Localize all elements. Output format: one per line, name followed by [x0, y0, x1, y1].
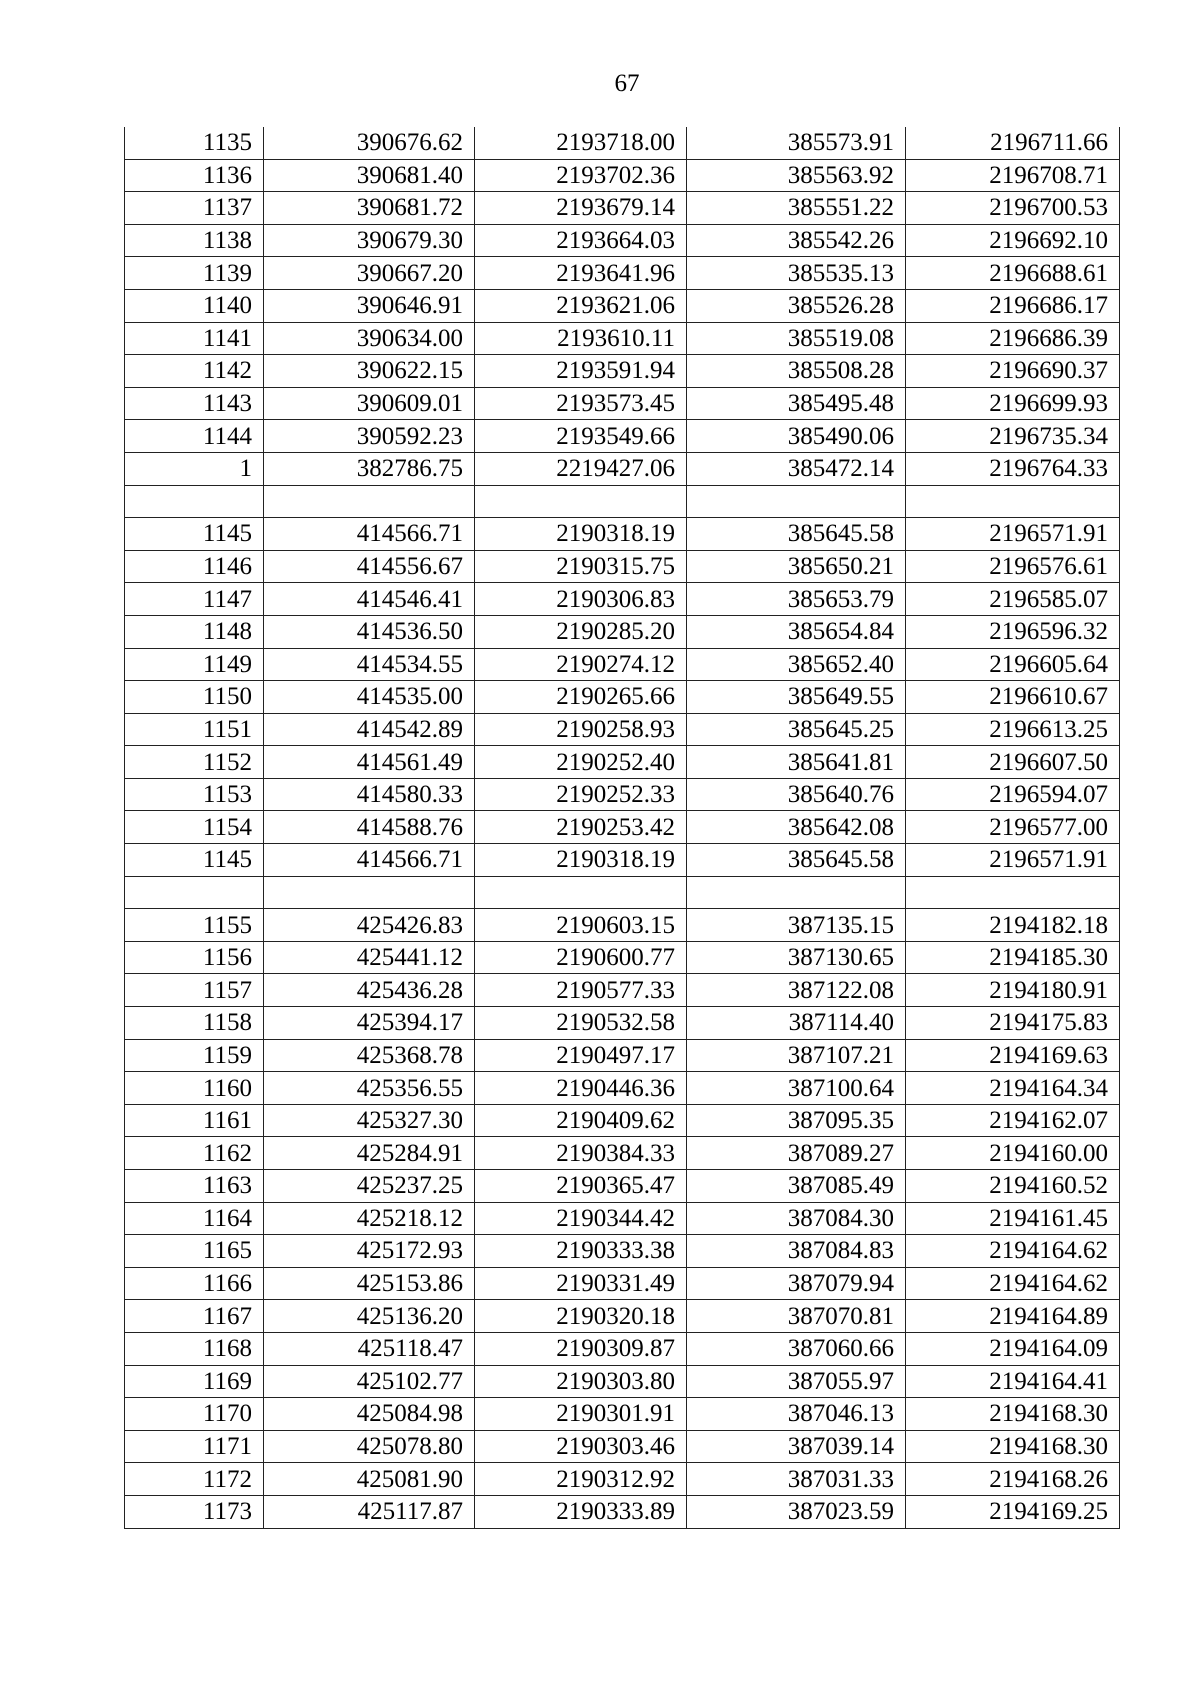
table-row — [125, 778, 1120, 811]
table-cell — [125, 876, 264, 909]
table-cell: 2190384.33 — [475, 1137, 687, 1170]
table-cell: 385472.14 — [687, 452, 906, 485]
table-cell: 1157 — [125, 974, 264, 1007]
table-row — [125, 811, 1120, 844]
table-cell: 2190265.66 — [475, 681, 687, 714]
table-cell: 2190258.93 — [475, 713, 687, 746]
table-cell: 2194164.34 — [906, 1072, 1120, 1105]
table-cell: 414566.71 — [264, 518, 475, 551]
page-number: 67 — [614, 70, 640, 97]
table-cell: 390634.00 — [264, 322, 475, 355]
table-cell: 2190603.15 — [475, 909, 687, 942]
table-cell: 1162 — [125, 1137, 264, 1170]
table-cell: 425218.12 — [264, 1202, 475, 1235]
table-cell: 2190320.18 — [475, 1300, 687, 1333]
table-row — [125, 1202, 1120, 1235]
table-row — [125, 1039, 1120, 1072]
table-cell: 1139 — [125, 257, 264, 290]
table-cell: 390646.91 — [264, 289, 475, 322]
table-cell — [264, 485, 475, 518]
table-cell: 387084.30 — [687, 1202, 906, 1235]
table-cell: 2190446.36 — [475, 1072, 687, 1105]
table-cell: 1161 — [125, 1104, 264, 1137]
table-cell: 2194185.30 — [906, 941, 1120, 974]
table-cell: 425426.83 — [264, 909, 475, 942]
table-row — [125, 1430, 1120, 1463]
table-cell: 2193591.94 — [475, 355, 687, 388]
table-cell: 387055.97 — [687, 1365, 906, 1398]
table-row — [125, 257, 1120, 290]
table-row — [125, 974, 1120, 1007]
table-cell: 1152 — [125, 746, 264, 779]
table-cell: 387122.08 — [687, 974, 906, 1007]
table-cell: 2190252.40 — [475, 746, 687, 779]
table-cell: 2190600.77 — [475, 941, 687, 974]
table-cell: 414536.50 — [264, 615, 475, 648]
table-cell: 385654.84 — [687, 615, 906, 648]
table-cell: 2190301.91 — [475, 1398, 687, 1431]
table-cell: 2196735.34 — [906, 420, 1120, 453]
spacer-row — [125, 485, 1120, 518]
table-cell: 382786.75 — [264, 452, 475, 485]
table-cell: 385652.40 — [687, 648, 906, 681]
table-cell: 1147 — [125, 583, 264, 616]
table-row — [125, 1137, 1120, 1170]
table-cell: 390679.30 — [264, 224, 475, 257]
table-cell: 1137 — [125, 192, 264, 225]
table-cell — [475, 485, 687, 518]
table-cell — [475, 876, 687, 909]
table-cell: 387107.21 — [687, 1039, 906, 1072]
table-row — [125, 1332, 1120, 1365]
table-row — [125, 1300, 1120, 1333]
table-cell: 2190331.49 — [475, 1267, 687, 1300]
table-row — [125, 1007, 1120, 1040]
table-row — [125, 387, 1120, 420]
table-cell: 1173 — [125, 1495, 264, 1528]
table-cell: 390681.72 — [264, 192, 475, 225]
table-cell: 2190365.47 — [475, 1170, 687, 1203]
table-cell: 1169 — [125, 1365, 264, 1398]
table-row — [125, 159, 1120, 192]
table-cell: 2190303.80 — [475, 1365, 687, 1398]
table-cell: 425436.28 — [264, 974, 475, 1007]
table-cell: 385649.55 — [687, 681, 906, 714]
table-cell: 390667.20 — [264, 257, 475, 290]
table-cell: 2196692.10 — [906, 224, 1120, 257]
table-cell: 2193610.11 — [475, 322, 687, 355]
table-cell — [264, 876, 475, 909]
table-cell: 390609.01 — [264, 387, 475, 420]
table-cell: 2194182.18 — [906, 909, 1120, 942]
table-cell: 387100.64 — [687, 1072, 906, 1105]
table-cell: 1153 — [125, 778, 264, 811]
table-row — [125, 1072, 1120, 1105]
table-cell: 1171 — [125, 1430, 264, 1463]
table-cell: 385542.26 — [687, 224, 906, 257]
table-cell — [906, 876, 1120, 909]
table-cell: 425172.93 — [264, 1235, 475, 1268]
table-cell — [687, 485, 906, 518]
table-cell: 387095.35 — [687, 1104, 906, 1137]
table-cell: 2193702.36 — [475, 159, 687, 192]
table-cell — [687, 876, 906, 909]
table-cell: 414546.41 — [264, 583, 475, 616]
table-cell: 390592.23 — [264, 420, 475, 453]
table-cell: 2196613.25 — [906, 713, 1120, 746]
table-cell: 385551.22 — [687, 192, 906, 225]
table-row — [125, 583, 1120, 616]
table-row — [125, 1267, 1120, 1300]
table-cell: 2190252.33 — [475, 778, 687, 811]
table-cell: 1145 — [125, 518, 264, 551]
table-cell: 1160 — [125, 1072, 264, 1105]
table-row — [125, 909, 1120, 942]
table-cell: 2196700.53 — [906, 192, 1120, 225]
table-cell: 2190497.17 — [475, 1039, 687, 1072]
table-cell: 387089.27 — [687, 1137, 906, 1170]
table-cell: 2196605.64 — [906, 648, 1120, 681]
table-row — [125, 681, 1120, 714]
table-cell: 1149 — [125, 648, 264, 681]
table-cell: 2196571.91 — [906, 518, 1120, 551]
table-cell: 1166 — [125, 1267, 264, 1300]
table-cell: 1164 — [125, 1202, 264, 1235]
table-cell: 385495.48 — [687, 387, 906, 420]
table-cell: 425394.17 — [264, 1007, 475, 1040]
table-row — [125, 648, 1120, 681]
table-cell: 1155 — [125, 909, 264, 942]
table-cell: 2219427.06 — [475, 452, 687, 485]
table-cell: 385645.58 — [687, 518, 906, 551]
table-cell: 385535.13 — [687, 257, 906, 290]
table-cell: 387085.49 — [687, 1170, 906, 1203]
table-cell: 1140 — [125, 289, 264, 322]
table-cell: 2190333.38 — [475, 1235, 687, 1268]
table-cell: 414556.67 — [264, 550, 475, 583]
table-cell: 2196686.17 — [906, 289, 1120, 322]
table-cell: 425084.98 — [264, 1398, 475, 1431]
table-row — [125, 322, 1120, 355]
table-cell: 385645.25 — [687, 713, 906, 746]
table-cell: 385526.28 — [687, 289, 906, 322]
table-cell: 2190315.75 — [475, 550, 687, 583]
table-cell: 2193641.96 — [475, 257, 687, 290]
table-cell: 1141 — [125, 322, 264, 355]
table-row — [125, 550, 1120, 583]
table-cell: 425327.30 — [264, 1104, 475, 1137]
table-row — [125, 355, 1120, 388]
table-cell: 2194164.62 — [906, 1267, 1120, 1300]
table-cell: 2190532.58 — [475, 1007, 687, 1040]
table-cell: 2194168.26 — [906, 1463, 1120, 1496]
table-cell: 385641.81 — [687, 746, 906, 779]
table-cell: 1158 — [125, 1007, 264, 1040]
table-cell: 390681.40 — [264, 159, 475, 192]
table-row — [125, 1495, 1120, 1528]
table-cell: 1136 — [125, 159, 264, 192]
table-cell: 1150 — [125, 681, 264, 714]
table-cell: 1159 — [125, 1039, 264, 1072]
table-cell: 1151 — [125, 713, 264, 746]
table-cell: 2190577.33 — [475, 974, 687, 1007]
table-row — [125, 1463, 1120, 1496]
table-cell: 2196577.00 — [906, 811, 1120, 844]
table-cell: 387079.94 — [687, 1267, 906, 1300]
table-cell: 2193549.66 — [475, 420, 687, 453]
table-cell: 414542.89 — [264, 713, 475, 746]
table-cell: 414566.71 — [264, 844, 475, 877]
table-cell: 2196690.37 — [906, 355, 1120, 388]
table-cell: 2196594.07 — [906, 778, 1120, 811]
table-row — [125, 1235, 1120, 1268]
table-cell: 2194160.52 — [906, 1170, 1120, 1203]
table-cell: 390676.62 — [264, 127, 475, 159]
table-row — [125, 941, 1120, 974]
table-cell: 2190253.42 — [475, 811, 687, 844]
table-cell: 425136.20 — [264, 1300, 475, 1333]
table-row — [125, 746, 1120, 779]
table-cell: 2190306.83 — [475, 583, 687, 616]
table-cell: 425081.90 — [264, 1463, 475, 1496]
table-cell: 2190409.62 — [475, 1104, 687, 1137]
table-cell: 385519.08 — [687, 322, 906, 355]
table-cell: 425356.55 — [264, 1072, 475, 1105]
table-cell: 2196708.71 — [906, 159, 1120, 192]
table-cell: 2193621.06 — [475, 289, 687, 322]
table-row — [125, 1104, 1120, 1137]
table-cell: 387039.14 — [687, 1430, 906, 1463]
table-cell: 2196764.33 — [906, 452, 1120, 485]
table-cell: 385642.08 — [687, 811, 906, 844]
table-cell: 385640.76 — [687, 778, 906, 811]
table-cell: 385653.79 — [687, 583, 906, 616]
table-cell: 2196576.61 — [906, 550, 1120, 583]
table-cell: 2194164.62 — [906, 1235, 1120, 1268]
table-cell: 1142 — [125, 355, 264, 388]
table-row — [125, 289, 1120, 322]
table-cell — [906, 485, 1120, 518]
table-cell: 2193718.00 — [475, 127, 687, 159]
table-cell: 2190318.19 — [475, 844, 687, 877]
table-cell: 2190312.92 — [475, 1463, 687, 1496]
table-row — [125, 420, 1120, 453]
coordinates-table — [124, 127, 1120, 1529]
table-cell: 2193573.45 — [475, 387, 687, 420]
table-cell: 2196686.39 — [906, 322, 1120, 355]
table-cell: 1146 — [125, 550, 264, 583]
table-cell: 414588.76 — [264, 811, 475, 844]
table-cell: 2194169.25 — [906, 1495, 1120, 1528]
table-cell: 2196607.50 — [906, 746, 1120, 779]
table-cell: 1135 — [125, 127, 264, 159]
table-cell: 414580.33 — [264, 778, 475, 811]
table-row — [125, 127, 1120, 159]
table-cell: 387130.65 — [687, 941, 906, 974]
table-cell: 425237.25 — [264, 1170, 475, 1203]
table-cell: 387135.15 — [687, 909, 906, 942]
table-cell: 414534.55 — [264, 648, 475, 681]
table-cell: 390622.15 — [264, 355, 475, 388]
table-cell — [125, 485, 264, 518]
table-cell: 385490.06 — [687, 420, 906, 453]
table-cell: 385650.21 — [687, 550, 906, 583]
table-cell: 2196711.66 — [906, 127, 1120, 159]
table-cell: 1154 — [125, 811, 264, 844]
table-row — [125, 844, 1120, 877]
table-cell: 425284.91 — [264, 1137, 475, 1170]
table-cell: 2190344.42 — [475, 1202, 687, 1235]
table-cell: 2193664.03 — [475, 224, 687, 257]
table-cell: 2190333.89 — [475, 1495, 687, 1528]
table-cell: 1144 — [125, 420, 264, 453]
table-cell: 387114.40 — [687, 1007, 906, 1040]
table-cell: 425153.86 — [264, 1267, 475, 1300]
table-cell: 1172 — [125, 1463, 264, 1496]
table-cell: 2196596.32 — [906, 615, 1120, 648]
table-row — [125, 1365, 1120, 1398]
table-cell: 2194161.45 — [906, 1202, 1120, 1235]
table-cell: 387023.59 — [687, 1495, 906, 1528]
table-cell: 387070.81 — [687, 1300, 906, 1333]
table-cell: 1170 — [125, 1398, 264, 1431]
table-cell: 2194164.41 — [906, 1365, 1120, 1398]
table-cell: 387031.33 — [687, 1463, 906, 1496]
table-cell: 2194169.63 — [906, 1039, 1120, 1072]
table-cell: 425117.87 — [264, 1495, 475, 1528]
table-cell: 1148 — [125, 615, 264, 648]
table-cell: 2190285.20 — [475, 615, 687, 648]
table-cell: 2190318.19 — [475, 518, 687, 551]
table-cell: 2194164.89 — [906, 1300, 1120, 1333]
table-cell: 414561.49 — [264, 746, 475, 779]
table-cell: 2194168.30 — [906, 1398, 1120, 1431]
table-cell: 1163 — [125, 1170, 264, 1203]
table-cell: 385573.91 — [687, 127, 906, 159]
table-cell: 387060.66 — [687, 1332, 906, 1365]
table-row — [125, 518, 1120, 551]
table-cell: 2196688.61 — [906, 257, 1120, 290]
table-cell: 2194162.07 — [906, 1104, 1120, 1137]
table-cell: 1167 — [125, 1300, 264, 1333]
table-cell: 2190309.87 — [475, 1332, 687, 1365]
coordinates-table-body — [125, 127, 1120, 1528]
table-row — [125, 713, 1120, 746]
table-cell: 2196585.07 — [906, 583, 1120, 616]
table-cell: 1145 — [125, 844, 264, 877]
table-cell: 1138 — [125, 224, 264, 257]
table-row — [125, 224, 1120, 257]
table-cell: 387046.13 — [687, 1398, 906, 1431]
spacer-row — [125, 876, 1120, 909]
table-cell: 425441.12 — [264, 941, 475, 974]
table-row — [125, 615, 1120, 648]
table-cell: 2194164.09 — [906, 1332, 1120, 1365]
table-row — [125, 1170, 1120, 1203]
table-cell: 2194168.30 — [906, 1430, 1120, 1463]
table-cell: 425368.78 — [264, 1039, 475, 1072]
table-cell: 2194180.91 — [906, 974, 1120, 1007]
table-row — [125, 1398, 1120, 1431]
table-cell: 425078.80 — [264, 1430, 475, 1463]
table-cell: 2190274.12 — [475, 648, 687, 681]
table-cell: 387084.83 — [687, 1235, 906, 1268]
table-cell: 385563.92 — [687, 159, 906, 192]
table-cell: 414535.00 — [264, 681, 475, 714]
table-cell: 1168 — [125, 1332, 264, 1365]
table-cell: 425102.77 — [264, 1365, 475, 1398]
table-cell: 1143 — [125, 387, 264, 420]
table-cell: 2194160.00 — [906, 1137, 1120, 1170]
table-cell: 2193679.14 — [475, 192, 687, 225]
table-cell: 1156 — [125, 941, 264, 974]
table-cell: 2194175.83 — [906, 1007, 1120, 1040]
table-cell: 1165 — [125, 1235, 264, 1268]
table-cell: 1 — [125, 452, 264, 485]
table-cell: 2196699.93 — [906, 387, 1120, 420]
table-cell: 385508.28 — [687, 355, 906, 388]
table-cell: 425118.47 — [264, 1332, 475, 1365]
table-row — [125, 192, 1120, 225]
table-cell: 2190303.46 — [475, 1430, 687, 1463]
table-row — [125, 452, 1120, 485]
table-cell: 2196610.67 — [906, 681, 1120, 714]
table-cell: 385645.58 — [687, 844, 906, 877]
table-cell: 2196571.91 — [906, 844, 1120, 877]
